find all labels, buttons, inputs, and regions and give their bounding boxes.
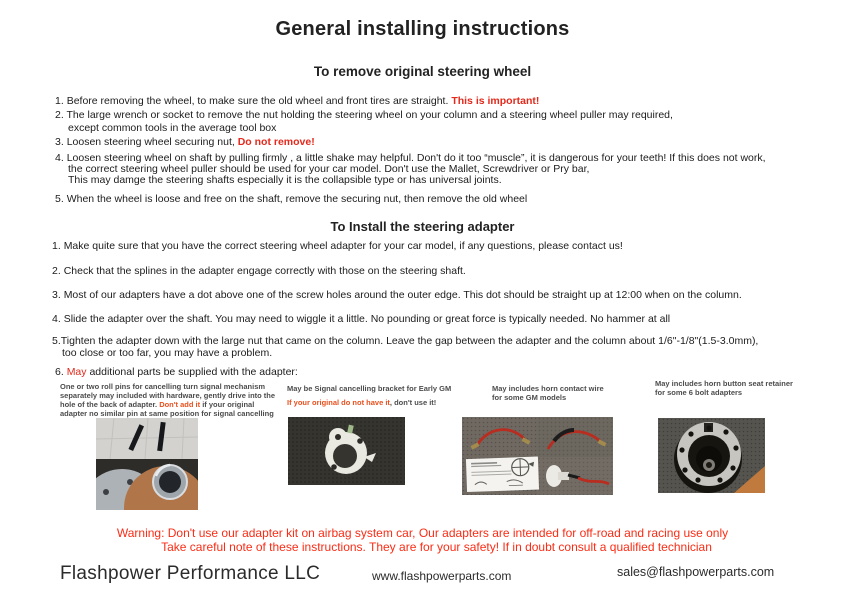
note-signal-bracket-line2 [287, 398, 467, 407]
install-item-1 [52, 240, 623, 252]
warning-line-1: Warning: Don't use our adapter kit on airbag system car, Our adapters are intended for off-road and racing use only [116, 526, 729, 540]
note-roll-pins-line2: separately may included with hardware, gently drive into the [60, 391, 276, 400]
install-item-6-num: 6. [55, 366, 64, 378]
warning-line-2: Take careful note of these instructions. They are for your safety! If in doubt consult a qualified technician [161, 540, 712, 554]
remove-item-2-line2: except common tools in the average tool box [68, 122, 277, 134]
note-signal-bracket [287, 384, 467, 407]
note-signal-bracket-line2-post: , don't use it! [389, 398, 437, 407]
install-item-1-num: 1. [52, 240, 61, 252]
install-item-2-text: Check that the splines in the adapter engage correctly with those on the steering shaft. [63, 265, 466, 277]
remove-item-5-text: When the wheel is loose and free on the shaft, remove the securing nut, then remove the old wheel [66, 193, 528, 205]
install-item-3-num: 3. [52, 289, 61, 301]
install-item-5-line2: too close or too far, you may have a problem. [62, 347, 273, 359]
remove-item-1-highlight: This is important! [451, 95, 540, 107]
note-signal-bracket-warning: If your original do not have it [287, 398, 390, 407]
roll-pins-adapter-image [96, 418, 198, 510]
remove-item-5-num: 5. [55, 193, 64, 205]
install-item-4-num: 4. [52, 313, 61, 325]
install-item-3 [52, 289, 742, 301]
install-item-3-text: Most of our adapters have a dot above one of the screw holes around the outer edge. This dot should be straight up at 12:00 when on the column. [63, 289, 742, 301]
horn-retainer-hub-image [658, 418, 765, 493]
install-item-6 [55, 366, 298, 378]
note-roll-pins-line4: adapter no similar pin at same position for signal cancelling [60, 409, 274, 418]
remove-item-1-text: Before removing the wheel, to make sure the old wheel and front tires are straight. [66, 95, 452, 107]
page-title: General installing instructions [275, 18, 570, 40]
note-horn-retainer-line1: May includes horn button seat retainer [655, 379, 793, 388]
remove-item-4-num: 4. [55, 152, 64, 164]
install-item-4 [52, 313, 670, 325]
photo-signal-bracket [288, 417, 405, 485]
company-email: sales@flashpowerparts.com [617, 565, 775, 579]
install-item-6-text: additional parts be supplied with the adapter: [86, 366, 298, 378]
install-item-1-text: Make quite sure that you have the correct steering wheel adapter for your car model, if any questions, please contact us! [63, 240, 623, 252]
remove-item-1-num: 1. [55, 95, 64, 107]
remove-item-2-text1: The large wrench or socket to remove the nut holding the steering wheel on your column and a steering wheel puller may required, [66, 109, 673, 121]
note-roll-pins-line3 [60, 400, 295, 409]
remove-item-3-highlight: Do not remove! [237, 136, 315, 148]
remove-item-2-line1 [55, 109, 673, 121]
remove-item-4-line2: the correct steering wheel puller should be used for your car model. Don't use the Mallet, Screwdriver or Pry bar, [68, 163, 590, 175]
note-roll-pins-line3-post: if your original [200, 400, 255, 409]
section-install-heading: To Install the steering adapter [330, 219, 515, 234]
signal-bracket-image [288, 417, 405, 485]
install-item-5-line1 [52, 335, 758, 347]
note-horn-wire-line2: for some GM models [492, 393, 567, 402]
remove-item-3-text: Loosen steering wheel securing nut, [66, 136, 238, 148]
note-horn-retainer-line2: for some 6 bolt adapters [655, 388, 743, 397]
remove-item-4-text1: Loosen steering wheel on shaft by pulling firmly , a little shake may helpful. Don't do it too “muscle”, it is dangerous for your teeth! If this does not work, [66, 152, 766, 164]
install-item-2 [52, 265, 466, 277]
note-horn-wire-line1: May includes horn contact wire [492, 384, 604, 393]
note-roll-pins-line3-warning: Don't add it [159, 400, 201, 409]
install-item-6-highlight: May [66, 366, 87, 378]
remove-item-4-line3: This may damge the steering shafts especially it is the collapsible type or has universal joints. [68, 174, 502, 186]
company-name: Flashpower Performance LLC [60, 563, 321, 584]
install-item-2-num: 2. [52, 265, 61, 277]
photo-roll-pins-adapter [96, 418, 198, 510]
remove-item-5 [55, 193, 527, 205]
remove-item-3 [55, 136, 315, 148]
note-horn-retainer [655, 379, 815, 397]
note-roll-pins-line1: One or two roll pins for cancelling turn signal mechanism [60, 382, 266, 391]
photo-horn-retainer-hub [658, 418, 765, 493]
remove-item-3-num: 3. [55, 136, 64, 148]
install-item-4-text: Slide the adapter over the shaft. You may need to wiggle it a little. No pounding or great force is typically needed. No hammer at all [63, 313, 671, 325]
company-website: www.flashpowerparts.com [372, 569, 512, 583]
remove-item-2-num: 2. [55, 109, 64, 121]
note-roll-pins [60, 382, 295, 418]
remove-item-1 [55, 95, 539, 107]
section-remove-heading: To remove original steering wheel [313, 64, 532, 79]
horn-contact-wire-image [462, 417, 613, 495]
note-horn-wire [492, 384, 652, 402]
note-roll-pins-line3-pre: hole of the back of adapter. [60, 400, 160, 409]
install-item-5-text1: Tighten the adapter down with the large nut that came on the column. Leave the gap between the adapter and the column about 1/6"-1/8"(1.5-3.0mm), [60, 335, 759, 347]
photo-horn-contact-wire [462, 417, 613, 495]
note-signal-bracket-line1: May be Signal cancelling bracket for Early GM [287, 384, 452, 393]
install-item-5-num: 5. [52, 335, 61, 347]
